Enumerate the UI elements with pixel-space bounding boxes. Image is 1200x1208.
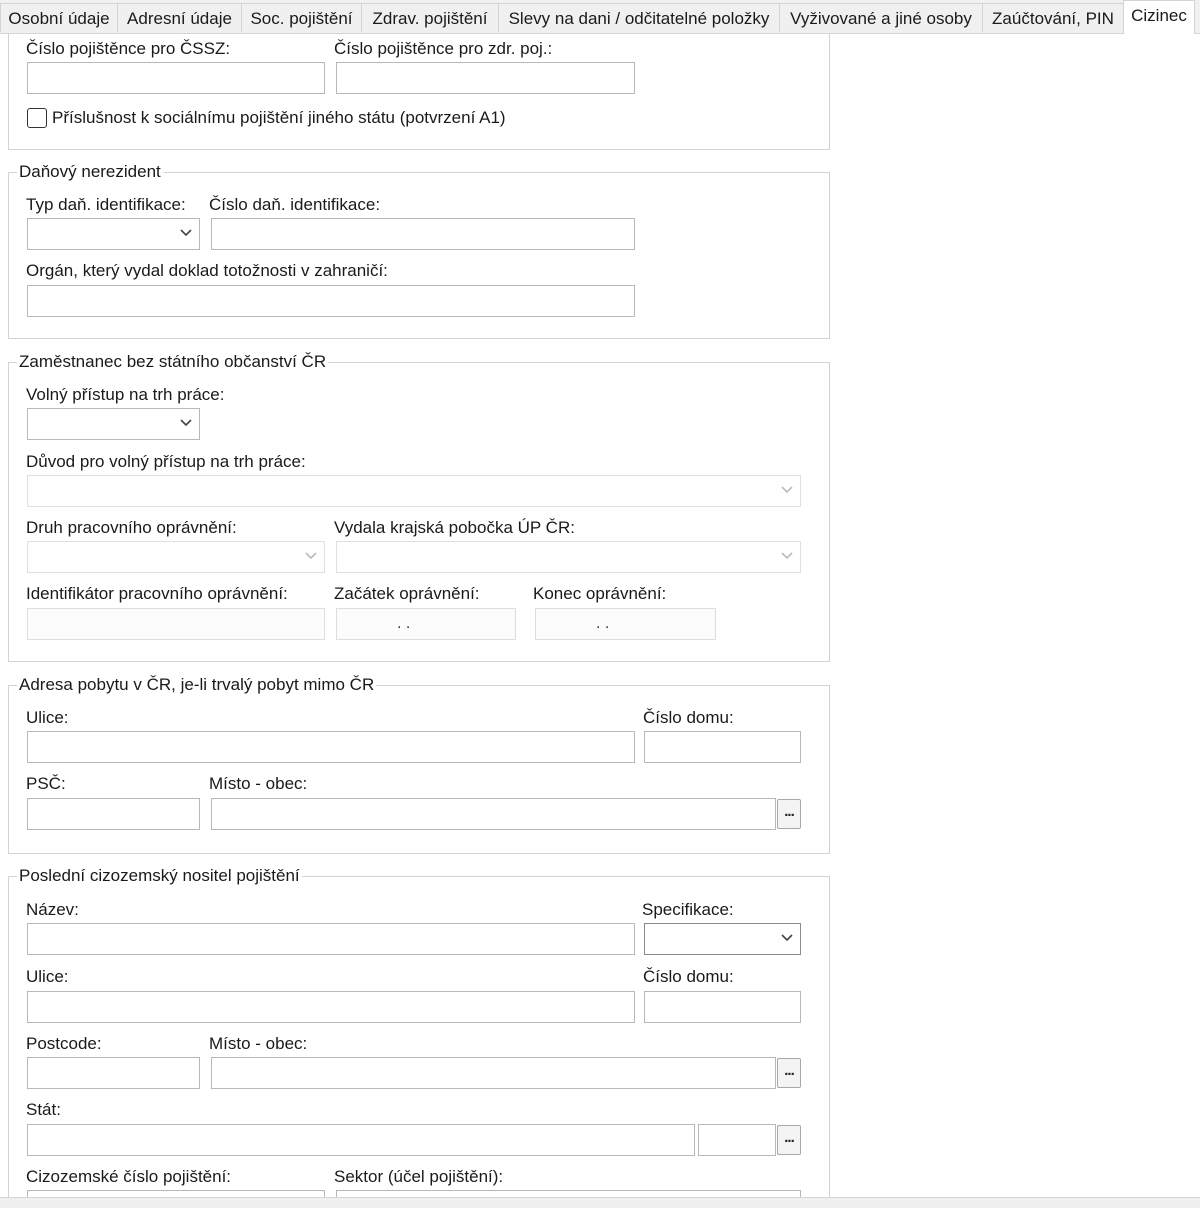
- chevron-down-icon: [780, 485, 794, 495]
- a1-certificate-label: Příslušnost k sociálnímu pojištění jiného státu (potvrzení A1): [52, 108, 506, 127]
- permit-end-date-input[interactable]: [535, 608, 716, 640]
- residence-address-title: Adresa pobytu v ČR, je-li trvalý pobyt mimo ČR: [19, 675, 375, 694]
- tax-id-number-label: Číslo daň. identifikace:: [209, 195, 381, 214]
- cssz-number-input[interactable]: [27, 62, 325, 94]
- foreigner-tab-content: [0, 33, 1200, 1207]
- foreign-insurer-title: Poslední cizozemský nositel pojištění: [19, 866, 300, 885]
- permit-start-label: Začátek oprávnění:: [334, 584, 480, 603]
- insurer-country-code-input[interactable]: [698, 1124, 776, 1156]
- free-access-reason-label: Důvod pro volný přístup na trh práce:: [26, 452, 306, 471]
- tab-dependents[interactable]: Vyživované a jiné osoby: [779, 3, 983, 32]
- issuing-authority-input[interactable]: [27, 285, 635, 317]
- residence-street-label: Ulice:: [26, 708, 69, 727]
- a1-certificate-checkbox[interactable]: [27, 108, 47, 128]
- free-access-label: Volný přístup na trh práce:: [26, 385, 225, 404]
- tax-nonresident-title: Daňový nerezident: [19, 162, 161, 181]
- foreign-insurance-number-label: Cizozemské číslo pojištění:: [26, 1167, 232, 1186]
- residence-city-browse-button[interactable]: ...: [777, 799, 801, 829]
- insurer-street-input[interactable]: [27, 991, 635, 1023]
- insurer-postcode-label: Postcode:: [26, 1034, 102, 1053]
- residence-city-input[interactable]: [211, 798, 776, 830]
- chevron-down-icon: [179, 418, 193, 428]
- foreign-employee-title: Zaměstnanec bez státního občanství ČR: [19, 352, 327, 371]
- insurer-country-browse-button[interactable]: ...: [777, 1125, 801, 1155]
- insurer-name-input[interactable]: [27, 923, 635, 955]
- residence-street-input[interactable]: [27, 731, 635, 763]
- insurer-specification-select[interactable]: [644, 923, 801, 955]
- tab-bar: [0, 0, 1200, 34]
- issuing-authority-label: Orgán, který vydal doklad totožnosti v zahraničí:: [26, 261, 388, 280]
- permit-end-date-value: . .: [596, 615, 610, 632]
- permit-start-date-input[interactable]: [336, 608, 516, 640]
- cssz-number-label: Číslo pojištěnce pro ČSSZ:: [26, 39, 231, 58]
- insurer-city-input[interactable]: [211, 1057, 776, 1089]
- permit-end-label: Konec oprávnění:: [533, 584, 667, 603]
- issued-by-select[interactable]: [336, 541, 801, 573]
- chevron-down-icon: [780, 551, 794, 561]
- insurer-city-browse-button[interactable]: ...: [777, 1058, 801, 1088]
- residence-zip-label: PSČ:: [26, 774, 66, 793]
- insurer-country-label: Stát:: [26, 1100, 61, 1119]
- insurer-city-label: Místo - obec:: [209, 1034, 308, 1053]
- chevron-down-icon: [179, 228, 193, 238]
- free-access-reason-select[interactable]: [27, 475, 801, 507]
- health-insurance-number-label: Číslo pojištěnce pro zdr. poj.:: [334, 39, 553, 58]
- residence-house-number-label: Číslo domu:: [643, 708, 734, 727]
- insurer-country-input[interactable]: [27, 1124, 695, 1156]
- chevron-down-icon: [780, 933, 794, 943]
- tab-personal-data[interactable]: Osobní údaje: [0, 3, 118, 32]
- permit-type-select[interactable]: [27, 541, 325, 573]
- insurer-specification-label: Specifikace:: [642, 900, 734, 919]
- window-bottom-edge: [0, 1197, 1200, 1208]
- health-insurance-number-input[interactable]: [336, 62, 635, 94]
- tab-accounting-pin[interactable]: Zaúčtování, PIN: [982, 3, 1124, 32]
- permit-id-label: Identifikátor pracovního oprávnění:: [26, 584, 288, 603]
- residence-house-number-input[interactable]: [644, 731, 801, 763]
- tab-health-insurance[interactable]: Zdrav. pojištění: [361, 3, 499, 32]
- insurer-name-label: Název:: [26, 900, 79, 919]
- insurer-street-label: Ulice:: [26, 967, 69, 986]
- permit-type-label: Druh pracovního oprávnění:: [26, 518, 237, 537]
- tab-address-data[interactable]: Adresní údaje: [117, 3, 242, 32]
- issued-by-label: Vydala krajská pobočka ÚP ČR:: [334, 518, 575, 537]
- tax-id-type-label: Typ daň. identifikace:: [26, 195, 186, 214]
- tab-foreigner[interactable]: Cizinec: [1123, 0, 1195, 34]
- insurer-house-number-label: Číslo domu:: [643, 967, 734, 986]
- permit-id-input[interactable]: [27, 608, 325, 640]
- insurance-sector-label: Sektor (účel pojištění):: [334, 1167, 504, 1186]
- residence-zip-input[interactable]: [27, 798, 200, 830]
- residence-city-label: Místo - obec:: [209, 774, 308, 793]
- permit-start-date-value: . .: [397, 615, 411, 632]
- tab-social-insurance[interactable]: Soc. pojištění: [241, 3, 362, 32]
- tab-tax-discounts[interactable]: Slevy na dani / odčitatelné položky: [498, 3, 780, 32]
- insurer-house-number-input[interactable]: [644, 991, 801, 1023]
- tax-id-number-input[interactable]: [211, 218, 635, 250]
- tax-id-type-select[interactable]: [27, 218, 200, 250]
- insurer-postcode-input[interactable]: [27, 1057, 200, 1089]
- chevron-down-icon: [304, 551, 318, 561]
- free-access-select[interactable]: [27, 408, 200, 440]
